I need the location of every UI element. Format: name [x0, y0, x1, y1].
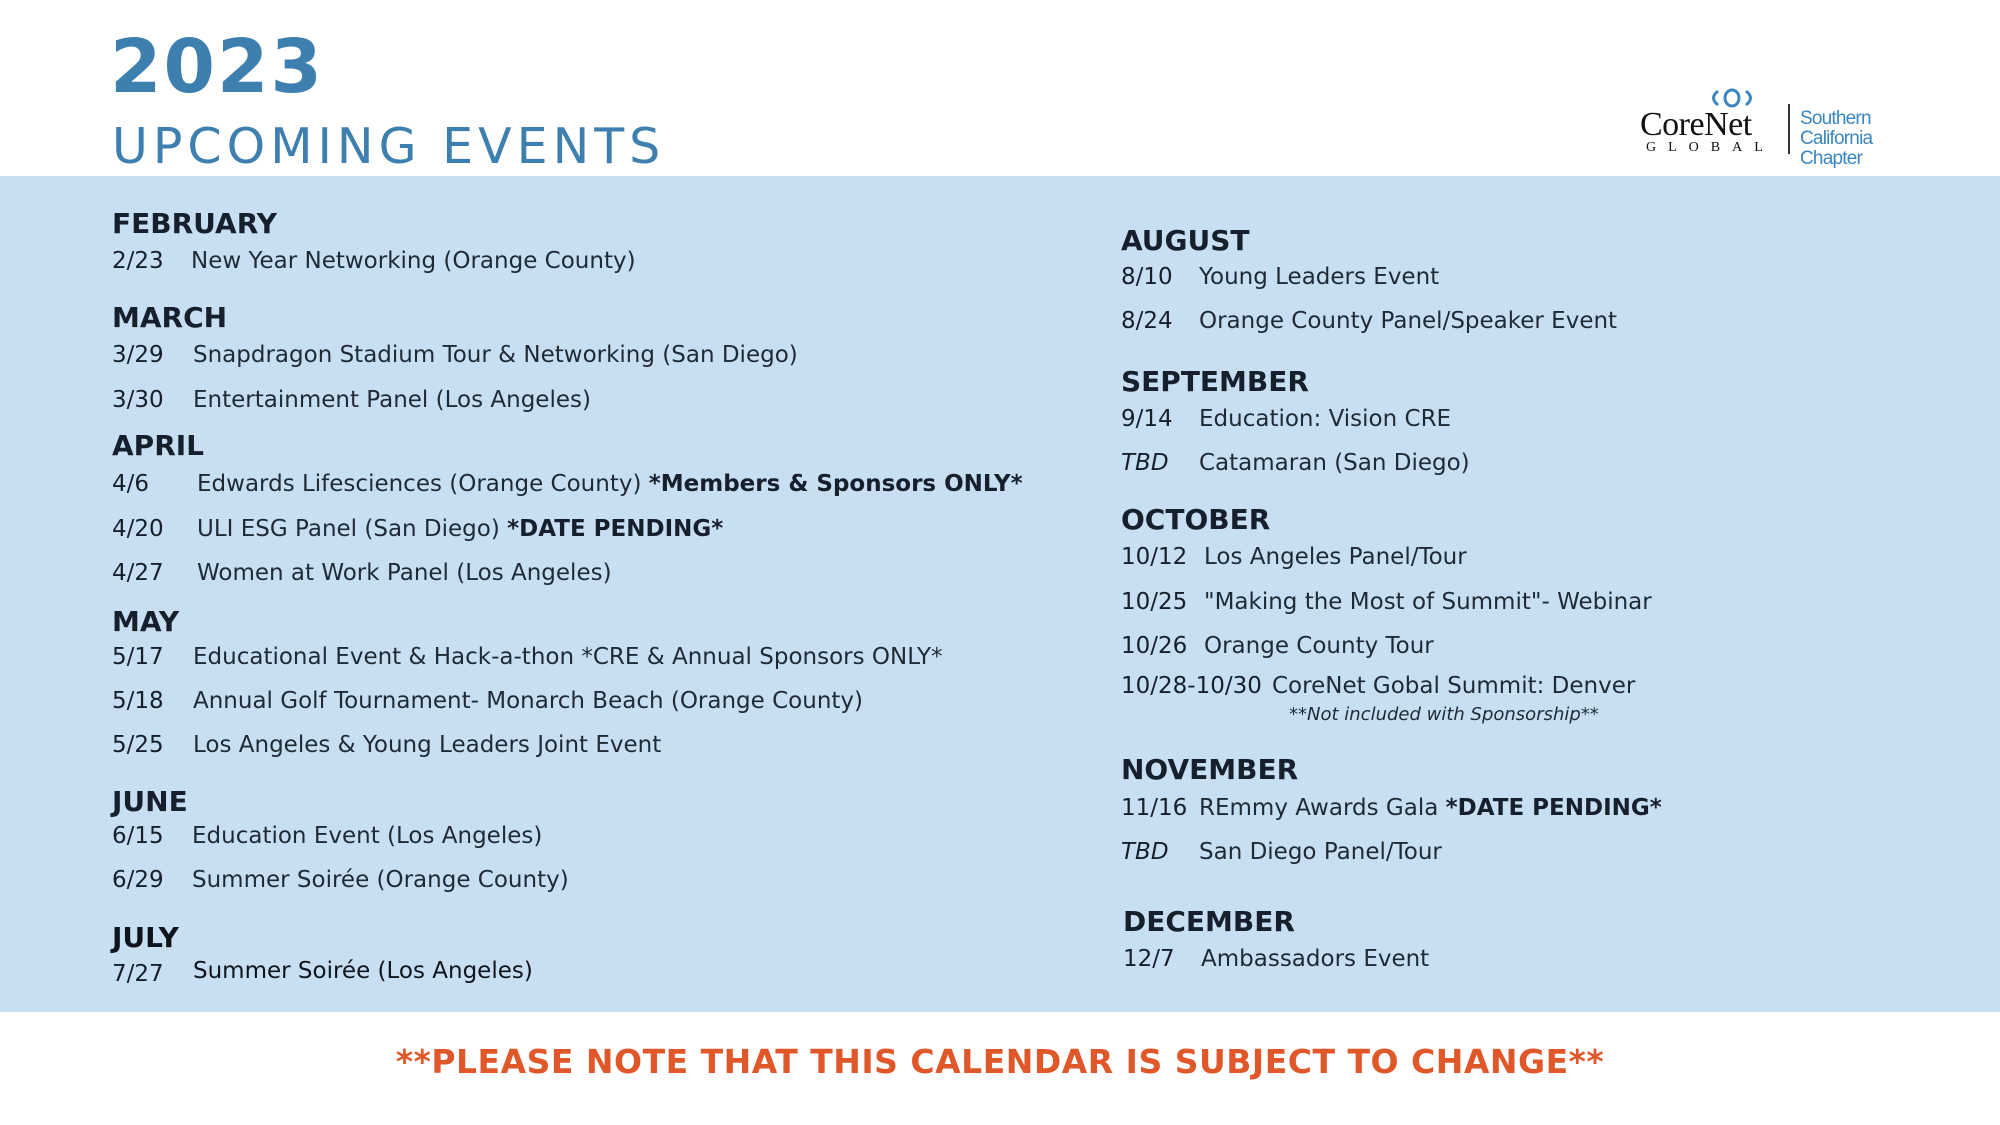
event-date: 7/27: [112, 961, 164, 987]
month-heading-october: OCTOBER: [1121, 503, 1271, 536]
month-heading-december: DECEMBER: [1123, 905, 1295, 938]
event-title: Edwards Lifesciences (Orange County): [197, 471, 649, 497]
corenet-swirl-icon: [1704, 88, 1760, 108]
event-date: 4/6: [112, 471, 150, 497]
event-date: 3/30: [112, 387, 164, 413]
change-disclaimer: **PLEASE NOTE THAT THIS CALENDAR IS SUBJECT TO CHANGE**: [395, 1042, 1605, 1081]
logo-chapter: [1800, 109, 1930, 169]
month-heading-september: SEPTEMBER: [1121, 365, 1309, 398]
event-pending-note: *DATE PENDING*: [1445, 795, 1662, 821]
year-heading: 2023: [110, 24, 324, 110]
month-heading-august: AUGUST: [1121, 224, 1250, 257]
logo-chapter-line2: Chapter: [1800, 148, 1862, 169]
month-heading-february: FEBRUARY: [112, 207, 278, 240]
event-title: New Year Networking (Orange County): [191, 248, 636, 274]
event-date: TBD: [1121, 450, 1169, 476]
event-title: Entertainment Panel (Los Angeles): [193, 387, 591, 413]
event-date: 6/15: [112, 823, 164, 849]
event-date: 8/10: [1121, 264, 1173, 290]
month-heading-november: NOVEMBER: [1121, 753, 1299, 786]
event-date: 5/18: [112, 688, 164, 714]
event-title: REmmy Awards Gala: [1199, 795, 1446, 821]
event-title: Educational Event & Hack-a-thon *CRE & Annual Sponsors ONLY*: [193, 644, 943, 670]
event-title: Young Leaders Event: [1199, 264, 1440, 290]
logo-chapter-line1: Southern California: [1800, 108, 1873, 149]
page-title: UPCOMING EVENTS: [112, 118, 666, 175]
event-title: "Making the Most of Summit"- Webinar: [1204, 589, 1652, 615]
event-title: CoreNet Gobal Summit: Denver: [1272, 673, 1636, 699]
event-date: 2/23: [112, 248, 164, 274]
event-restriction-note: *Members & Sponsors ONLY*: [648, 471, 1023, 497]
event-date: 5/17: [112, 644, 164, 670]
month-heading-may: MAY: [112, 605, 180, 638]
month-heading-april: APRIL: [112, 429, 205, 462]
event-date: 4/27: [112, 560, 164, 586]
event-date: 4/20: [112, 516, 164, 542]
event-title: Summer Soirée (Los Angeles): [193, 958, 533, 984]
month-heading-march: MARCH: [112, 301, 228, 334]
event-title: San Diego Panel/Tour: [1199, 839, 1442, 865]
sponsorship-note: **Not included with Sponsorship**: [1289, 704, 1599, 725]
month-heading-june: JUNE: [112, 785, 188, 818]
logo-tagline: GLOBAL: [1646, 140, 1775, 155]
event-title: Snapdragon Stadium Tour & Networking (San Diego): [193, 342, 798, 368]
event-date: 12/7: [1123, 946, 1175, 972]
event-date: 10/12: [1121, 544, 1188, 570]
event-title: Education: Vision CRE: [1199, 406, 1452, 432]
event-date: 10/26: [1121, 633, 1188, 659]
event-date: 5/25: [112, 732, 164, 758]
event-title: Education Event (Los Angeles): [192, 823, 543, 849]
event-date: 3/29: [112, 342, 164, 368]
event-date: 6/29: [112, 867, 164, 893]
logo-divider: [1788, 104, 1790, 154]
event-date: 9/14: [1121, 406, 1173, 432]
event-title: Los Angeles Panel/Tour: [1204, 544, 1467, 570]
event-title: Catamaran (San Diego): [1199, 450, 1470, 476]
event-title: ULI ESG Panel (San Diego): [197, 516, 508, 542]
event-date: 10/28-10/30: [1121, 673, 1262, 699]
corenet-logo: [1640, 84, 1930, 169]
event-title: Women at Work Panel (Los Angeles): [197, 560, 612, 586]
logo-wordmark: CoreNet: [1640, 106, 1752, 143]
month-heading-july: JULY: [112, 921, 179, 954]
event-title: Annual Golf Tournament- Monarch Beach (Orange County): [193, 688, 864, 714]
event-title: Los Angeles & Young Leaders Joint Event: [193, 732, 662, 758]
event-date: 11/16: [1121, 795, 1188, 821]
event-title: Orange County Panel/Speaker Event: [1199, 308, 1618, 334]
event-date: TBD: [1121, 839, 1169, 865]
event-title: Ambassadors Event: [1201, 946, 1430, 972]
event-date: 8/24: [1121, 308, 1173, 334]
event-date: 10/25: [1121, 589, 1188, 615]
event-title: Orange County Tour: [1204, 633, 1434, 659]
event-pending-note: *DATE PENDING*: [507, 516, 724, 542]
event-title: Summer Soirée (Orange County): [192, 867, 569, 893]
